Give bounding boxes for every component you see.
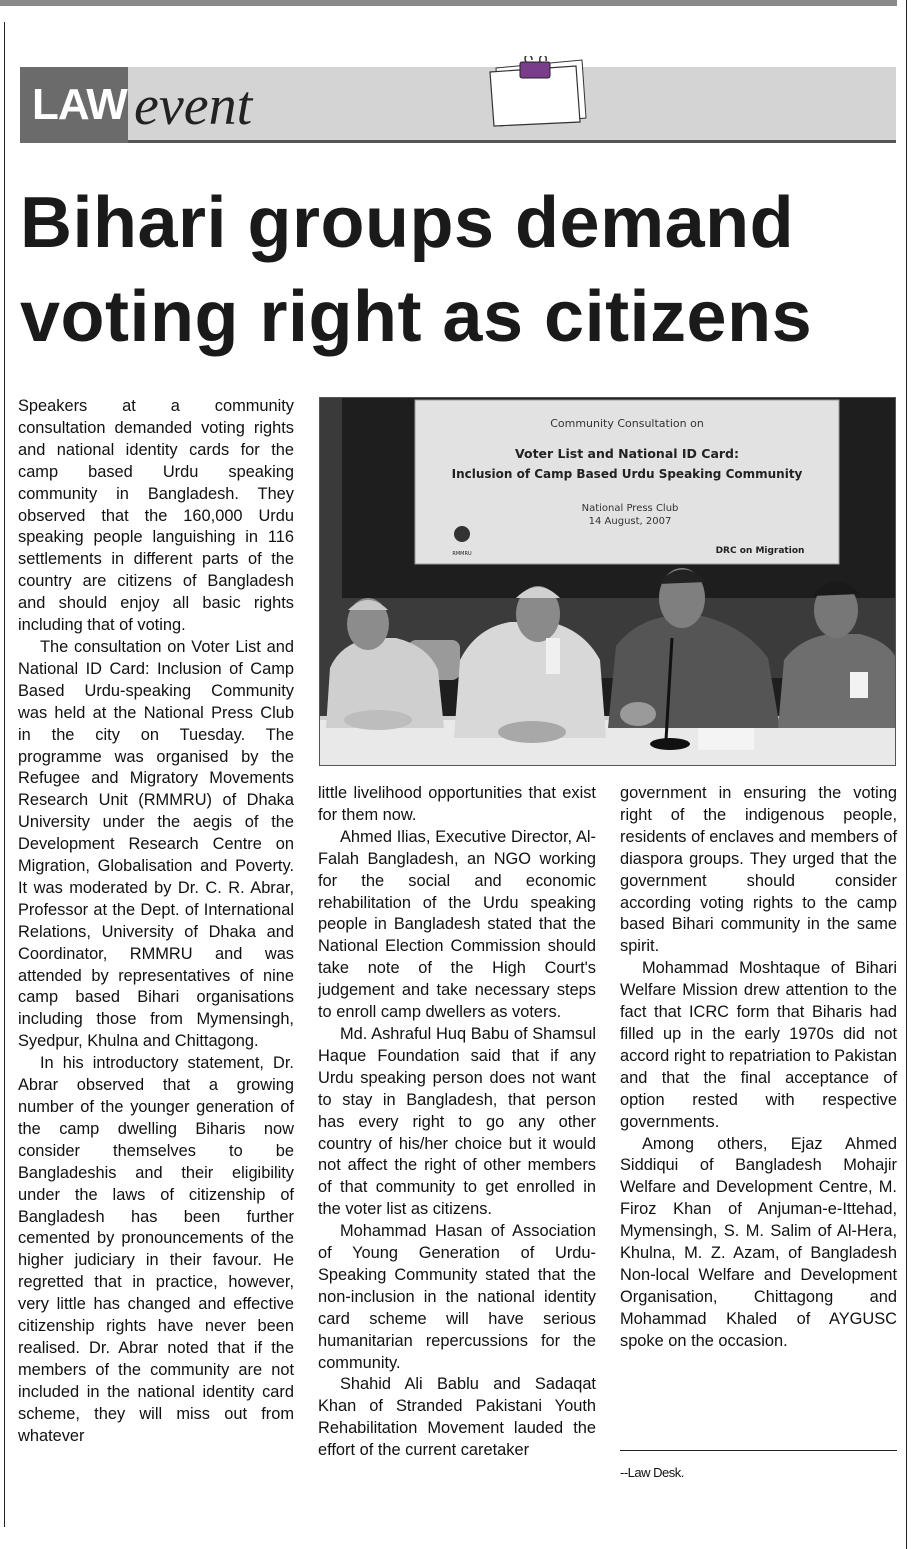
- headline-line-2: voting right as citizens: [20, 277, 813, 357]
- paragraph: In his introductory statement, Dr. Abrar observed that a growing number of the younger generation of the camp dwelling Biharis now consider themselves to be Bangladeshis and their eligibility under the laws of citizenship of Bangladesh has been further cemented by pronouncements of the higher judiciary in their favour. He regretted that in practice, however, very little has changed and effective citizenship rights have never been realised. Dr. Abrar noted that if the members of the community are not included in the national identity card scheme, they will miss out from whatever: [18, 1054, 294, 1445]
- paragraph: Among others, Ejaz Ahmed Siddiqui of Bangladesh Mohajir Welfare and Development Centre, M. Firoz Khan of Anjuman-e-Ittehad, Mymensingh, S. M. Salim of Al-Hera, Khulna, M. Z. Azam, of Bangladesh Non-local Welfare and Development Organisation, Chittagong and Mohammad Khaled of AYGUSC spoke on the occasion.: [620, 1134, 897, 1350]
- paragraph: Md. Ashraful Huq Babu of Shamsul Haque Foundation said that if any Urdu speaking person does not want to stay in Bangladesh, that person has every right to go any other country of his/her choice but it would not affect the right of other members of that community to get enrolled in the voter list as citizens.: [318, 1024, 596, 1219]
- right-border-rule: [906, 0, 907, 1549]
- photo-banner-line-4: National Press Club: [581, 503, 679, 514]
- headline: [20, 176, 900, 364]
- photo-banner-line-2: Voter List and National ID Card:: [514, 446, 740, 461]
- photo-banner-line-1: Community Consultation on: [550, 417, 704, 430]
- paragraph: The consultation on Voter List and National ID Card: Inclusion of Camp Based Urdu-speaking Community was held at the National Press Club in the city on Tuesday. The programme was organised by the Refugee and Migratory Movements Research Unit (RMMRU) of Dhaka University under the aegis of the Development Research Centre on Migration, Globalisation and Poverty. It was moderated by Dr. C. R. Abrar, Professor at the Dept. of International Relations, University of Dhaka and Coordinator, RMMRU and was attended by representatives of nine camp based Bihari organisations including those from Mymensingh, Syedpur, Khulna and Chittagong.: [18, 637, 294, 1051]
- paragraph: Speakers at a community consultation demanded voting rights and national identity cards for the camp based Urdu speaking community in Bangladesh. They observed that the 160,000 Urdu speaking people languishing in 116 settlements in different parts of the country are citizens of Bangladesh and should enjoy all basic rights including that of voting.: [18, 397, 294, 635]
- paragraph: Shahid Ali Bablu and Sadaqat Khan of Stranded Pakistani Youth Rehabilitation Movement lauded the effort of the current caretaker: [318, 1375, 596, 1460]
- byline-signature: --Law Desk.: [620, 1465, 684, 1480]
- photo-illustration: [320, 398, 896, 766]
- event-photo: [319, 397, 896, 766]
- paragraph: Ahmed Ilias, Executive Director, Al-Falah Bangladesh, an NGO working for the social and economic rehabilitation of the Urdu speaking people in Bangladesh stated that the National Election Commission should take note of the High Court's judgement and take necessary steps to enroll camp dwellers as voters.: [318, 827, 596, 1022]
- paragraph: little livelihood opportunities that exist for them now.: [318, 784, 596, 824]
- photo-banner-sponsor: DRC on Migration: [715, 546, 805, 556]
- section-label-italic: event: [134, 75, 253, 137]
- paragraph: Mohammad Hasan of Association of Young Generation of Urdu-Speaking Community stated that the non-inclusion in the national identity card scheme will have serious humanitarian repercussions for the community.: [318, 1222, 596, 1372]
- article-column-2: [318, 783, 596, 1462]
- left-border-rule: [4, 22, 5, 1527]
- photo-banner-line-3: Inclusion of Camp Based Urdu Speaking Community: [451, 467, 803, 481]
- article-column-1: [18, 396, 294, 1448]
- paragraph: government in ensuring the voting right of the indigenous people, residents of enclaves and members of diaspora groups. They urged that the government should consider according voting rights to the camp based Bihari community in the same spirit.: [620, 784, 897, 956]
- binder-clip-paper-icon: [488, 56, 588, 128]
- article-column-3: [620, 783, 897, 1353]
- paragraph: Mohammad Moshtaque of Bihari Welfare Mission drew attention to the fact that ICRC form that Biharis had filled up in the early 1970s did not accord right to repatriation to Pakistan and that the final acceptance of option rested with respective governments.: [620, 959, 897, 1131]
- top-rule: [0, 0, 897, 6]
- photo-banner-line-5: 14 August, 2007: [588, 516, 672, 527]
- signature-divider: [620, 1450, 897, 1451]
- photo-logo-text: RMMRU: [452, 551, 472, 557]
- section-label-bold: LAW: [32, 80, 127, 129]
- headline-line-1: Bihari groups demand: [20, 183, 795, 263]
